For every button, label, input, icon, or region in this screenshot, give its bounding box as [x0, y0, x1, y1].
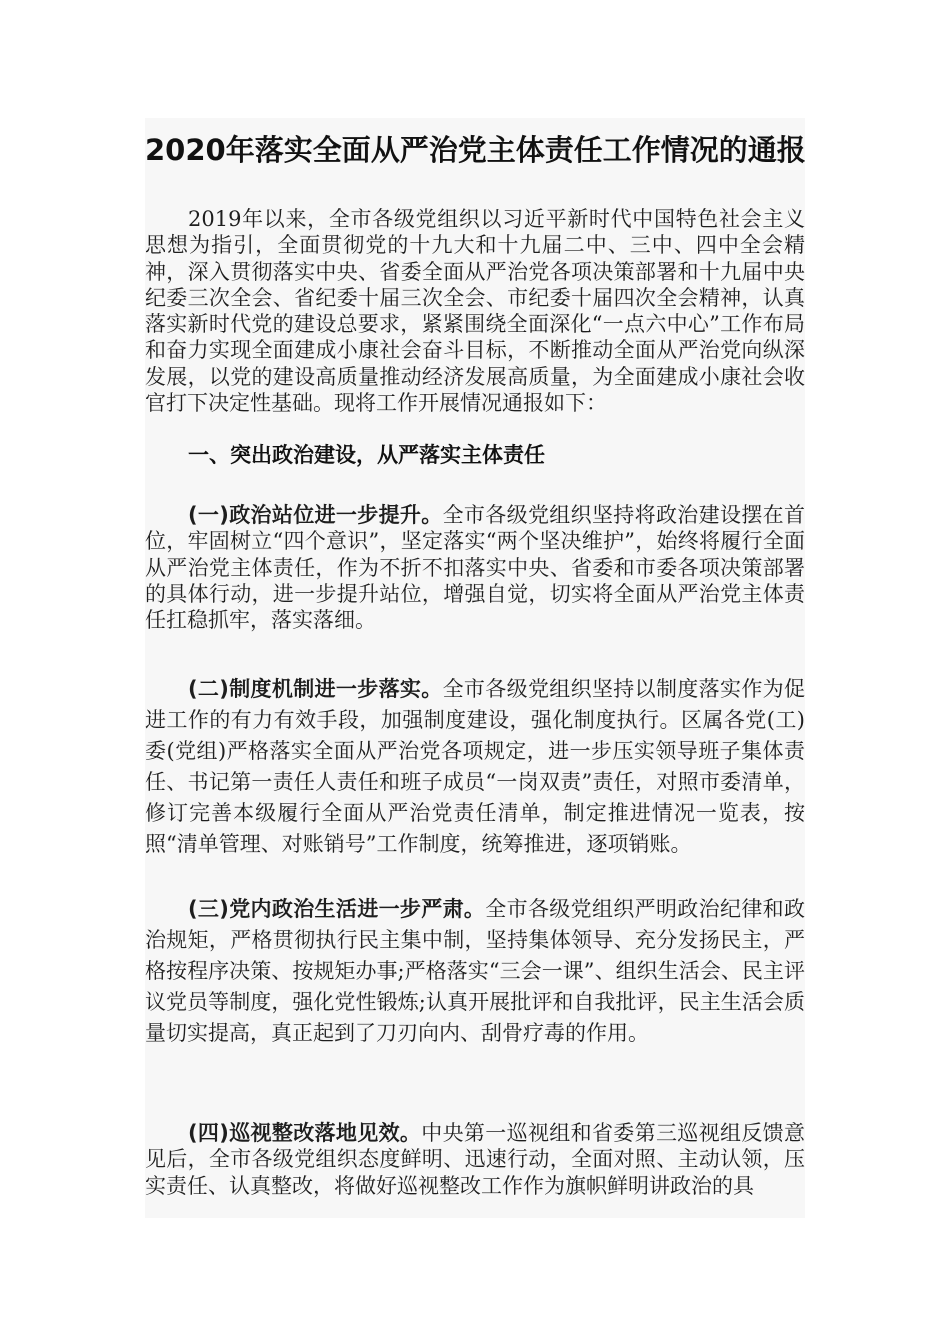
item-paragraph-2	[145, 674, 805, 860]
item-paragraph-3	[145, 894, 805, 1049]
document-title: 2020年落实全面从严治党主体责任工作情况的通报	[145, 133, 806, 167]
item-lead: (二)制度机制进一步落实。	[188, 677, 443, 701]
item-body: 全市各级党组织坚持将政治建设摆在首位，牢固树立“四个意识”，坚定落实“两个坚决维护”，始终将履行全面从严治党主体责任，作为不折不扣落实中央、省委和市委各项决策部署的具体行动，进一步提升站位，增强自觉，切实将全面从严治党主体责任扛稳抓牢，落实落细。	[145, 503, 805, 633]
item-lead: (四)巡视整改落地见效。	[188, 1121, 422, 1145]
intro-text: 2019年以来，全市各级党组织以习近平新时代中国特色社会主义思想为指引，全面贯彻党的十九大和十九届二中、三中、四中全会精神，深入贯彻落实中央、省委全面从严治党各项决策部署和十九届中央纪委三次全会、省纪委十届三次全会、市纪委十届四次全会精神，认真落实新时代党的建设总要求，紧紧围绕全面深化“一点六中心”工作布局和奋力实现全面建成小康社会奋斗目标，不断推动全面从严治党向纵深发展，以党的建设高质量推动经济发展高质量，为全面建成小康社会收官打下决定性基础。现将工作开展情况通报如下：	[145, 207, 805, 416]
item-paragraph-4	[145, 1120, 805, 1199]
item-paragraph-1	[145, 502, 805, 633]
item-body: 全市各级党组织坚持以制度落实作为促进工作的有力有效手段，加强制度建设，强化制度执行。区属各党(工)委(党组)严格落实全面从严治党各项规定，进一步压实领导班子集体责任、书记第一责任人责任和班子成员“一岗双责”责任，对照市委清单，修订完善本级履行全面从严治党责任清单，制定推进情况一览表，按照“清单管理、对账销号”工作制度，统筹推进，逐项销账。	[145, 677, 805, 856]
section-heading: 一、突出政治建设，从严落实主体责任	[188, 443, 545, 467]
item-lead: (一)政治站位进一步提升。	[188, 503, 443, 527]
intro-paragraph	[145, 206, 805, 416]
item-body: 中央第一巡视组和省委第三巡视组反馈意见后，全市各级党组织态度鲜明、迅速行动，全面对照、主动认领，压实责任、认真整改，将做好巡视整改工作作为旗帜鲜明讲政治的具	[145, 1121, 805, 1198]
item-body: 全市各级党组织严明政治纪律和政治规矩，严格贯彻执行民主集中制，坚持集体领导、充分发扬民主，严格按程序决策、按规矩办事;严格落实“三会一课”、组织生活会、民主评议党员等制度，强化党性锻炼;认真开展批评和自我批评，民主生活会质量切实提高，真正起到了刀刃向内、刮骨疗毒的作用。	[145, 897, 805, 1045]
item-lead: (三)党内政治生活进一步严肃。	[188, 897, 486, 921]
